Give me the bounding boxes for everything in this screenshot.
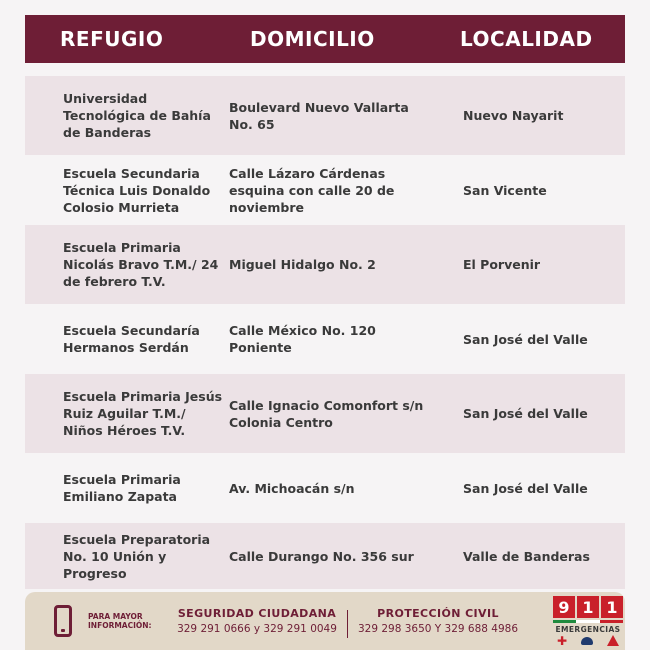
refugio-cell: Escuela Secundaría Hermanos Serdán [63,323,200,355]
more-info-label: PARA MAYOR INFORMACIÓN: [88,612,152,630]
header-domicilio: DOMICILIO [250,27,375,51]
localidad-cell: San Vicente [463,182,547,198]
table-row [25,453,625,523]
shelter-table [25,15,625,589]
table-body [25,76,625,589]
refugio-cell: Escuela Secundaria Técnica Luis Donaldo Colosio Murrieta [63,165,211,215]
domicilio-cell: Calle Lázaro Cárdenas esquina con calle 20 de noviembre [229,165,395,215]
localidad-cell: San José del Valle [463,331,588,347]
police-cap-icon [581,637,593,645]
domicilio-cell: Calle Ignacio Comonfort s/n Colonia Centro [229,397,424,430]
table-row [25,304,625,374]
table-row [25,225,625,304]
badge-digit: 9 [553,596,575,618]
header-refugio: REFUGIO [60,27,164,51]
table-row [25,523,625,589]
service-icons [553,634,623,647]
divider [347,610,348,638]
table-row [25,76,625,155]
refugio-cell: Escuela Primaria Emiliano Zapata [63,472,181,504]
badge-digits [553,596,623,618]
emergency-911-badge [553,596,623,647]
badge-text: EMERGENCIAS [555,625,621,634]
flag-stripe [553,620,623,623]
localidad-cell: Nuevo Nayarit [463,108,564,123]
badge-digit: 1 [601,596,623,618]
header-localidad: LOCALIDAD [460,27,593,51]
localidad-cell: Valle de Banderas [463,548,590,564]
proteccion-phones: 329 298 3650 Y 329 688 4986 [357,623,519,635]
domicilio-cell: Miguel Hidalgo No. 2 [229,257,376,272]
proteccion-title: PROTECCIÓN CIVIL [377,607,499,620]
badge-digit: 1 [577,596,599,618]
table-header [25,15,625,63]
localidad-cell: San José del Valle [463,406,588,421]
localidad-cell: San José del Valle [463,480,588,496]
domicilio-cell: Calle Durango No. 356 sur [229,548,414,564]
domicilio-cell: Av. Michoacán s/n [229,480,355,496]
contact-footer [25,592,625,650]
seguridad-ciudadana-block [173,607,341,635]
table-row [25,374,625,453]
localidad-cell: El Porvenir [463,257,541,272]
refugio-cell: Escuela Primaria Nicolás Bravo T.M./ 24 de febrero T.V. [63,240,219,289]
seguridad-phones: 329 291 0666 y 329 291 0049 [177,623,337,635]
proteccion-civil-block [351,607,525,635]
medical-cross-icon: ✚ [557,634,568,648]
refugio-cell: Escuela Preparatoria No. 10 Unión y Progreso [63,531,211,581]
refugio-cell: Universidad Tecnológica de Bahía de Banderas [63,91,211,140]
refugio-cell: Escuela Primaria Jesús Ruiz Aguilar T.M./ Niños Héroes T.V. [63,389,223,438]
fire-icon [607,635,619,646]
domicilio-cell: Boulevard Nuevo Vallarta No. 65 [229,99,409,132]
domicilio-cell: Calle México No. 120 Poniente [229,323,376,355]
phone-icon [54,605,72,637]
seguridad-title: SEGURIDAD CIUDADANA [177,607,337,620]
table-row [25,155,625,225]
